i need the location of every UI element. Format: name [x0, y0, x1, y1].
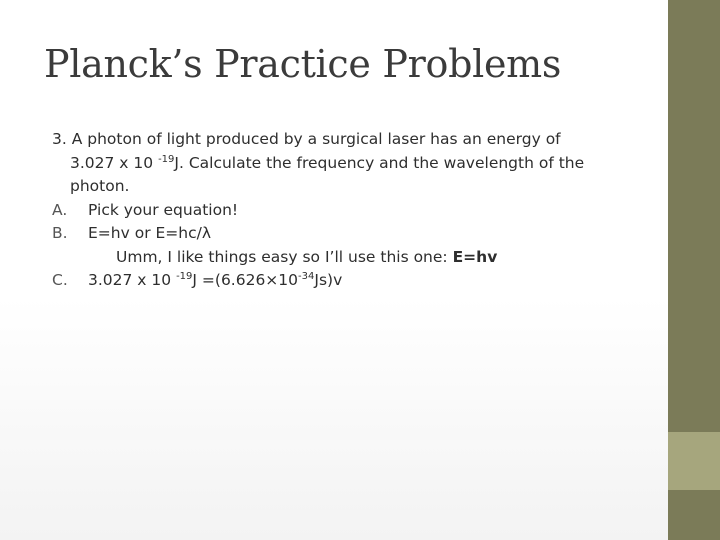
accent-bar-bottom — [668, 490, 720, 540]
equation-post: Js)v — [314, 271, 343, 289]
list-marker-c: C. — [52, 271, 68, 289]
energy-exponent: -19 — [158, 153, 175, 165]
list-marker-b: B. — [52, 224, 68, 242]
problem-text-1: A photon of light produced by a surgical laser has an energy of — [71, 130, 561, 148]
problem-text-2: J. Calculate the frequency and the wavelength of the — [174, 153, 585, 172]
accent-bar-top — [668, 0, 720, 432]
note-line — [52, 246, 622, 270]
note-equation: E=hv — [452, 247, 498, 266]
accent-bar-middle — [668, 432, 720, 490]
problem-line-3 — [52, 175, 622, 199]
problem-text-3: photon. — [70, 177, 130, 195]
equation-mid: J =(6.626×10 — [192, 271, 299, 289]
problem-number: 3. — [52, 130, 67, 148]
problem-line-1 — [52, 128, 622, 152]
equation-exp-2: -34 — [298, 271, 315, 282]
equation-pre: 3.027 x 10 — [88, 271, 172, 289]
problem-line-2 — [52, 152, 622, 176]
slide-body — [52, 128, 622, 293]
note-text: Umm, I like things easy so I’ll use this one: — [116, 247, 453, 266]
list-text-a: Pick your equation! — [88, 200, 239, 219]
list-item-b — [52, 222, 622, 246]
list-item-a — [52, 199, 622, 223]
energy-value: 3.027 x 10 — [70, 153, 154, 172]
equation-exp-1: -19 — [176, 271, 193, 282]
list-item-c — [52, 269, 622, 293]
list-marker-a: A. — [52, 200, 68, 219]
list-text-b: E=hv or E=hc/λ — [88, 224, 212, 242]
slide-title: Planck’s Practice Problems — [44, 42, 562, 86]
